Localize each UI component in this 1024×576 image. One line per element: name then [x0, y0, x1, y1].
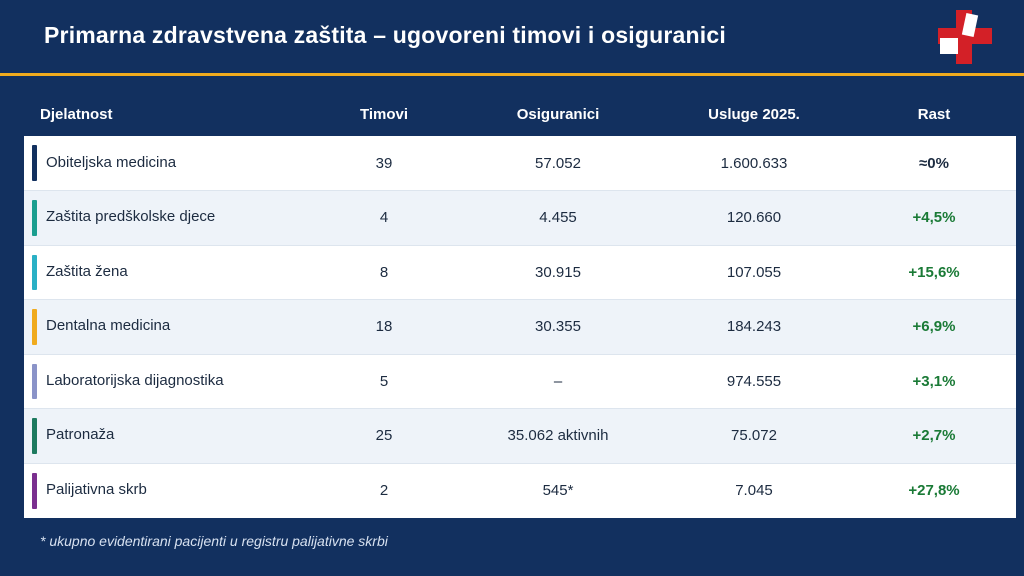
- row-growth: ≈0%: [852, 136, 1016, 191]
- row-label-cell: [24, 463, 308, 518]
- row-growth: +2,7%: [852, 409, 1016, 464]
- row-accent-bar: [32, 145, 37, 181]
- row-teams: 8: [308, 245, 460, 300]
- medical-cross-logo-icon: [934, 8, 996, 66]
- row-services: 107.055: [656, 245, 852, 300]
- row-teams: 2: [379, 482, 389, 499]
- footnote: * ukupno evidentirani pacijenti u registru palijativne skrbi: [40, 533, 388, 549]
- row-insured: –: [460, 354, 656, 409]
- row-accent-bar: [32, 418, 37, 454]
- row-insured: 4.455: [460, 191, 656, 246]
- column-header-djelatnost: Djelatnost: [24, 92, 308, 136]
- table-row: [24, 409, 1016, 464]
- row-label: Obiteljska medicina: [46, 153, 177, 171]
- row-growth: +15,6%: [852, 245, 1016, 300]
- column-header-usluge: Usluge 2025.: [656, 92, 852, 136]
- row-accent-bar: [32, 309, 37, 345]
- column-header-timovi: Timovi: [308, 92, 460, 136]
- row-growth: +27,8%: [908, 482, 960, 499]
- row-label-cell: [24, 245, 308, 300]
- row-insured: 57.052: [460, 136, 656, 191]
- row-label-cell: [24, 191, 308, 246]
- row-label: Palijativna skrb: [46, 481, 147, 499]
- table-row: [24, 300, 1016, 355]
- row-label-cell: [24, 354, 308, 409]
- row-label: Dentalna medicina: [46, 317, 171, 335]
- data-table-card: [24, 92, 1000, 517]
- row-teams: 25: [308, 409, 460, 464]
- row-insured: 35.062 aktivnih: [460, 409, 656, 464]
- primary-care-table: [24, 92, 1016, 518]
- table-row: [24, 463, 1016, 518]
- table-header: [24, 92, 1016, 136]
- row-teams: 4: [308, 191, 460, 246]
- row-accent-bar: [32, 200, 37, 236]
- table-body: [24, 136, 1016, 518]
- column-header-osiguranici: Osiguranici: [460, 92, 656, 136]
- row-label: Zaštita predškolske djece: [46, 208, 216, 226]
- row-services: 120.660: [656, 191, 852, 246]
- row-accent-bar: [32, 473, 37, 509]
- row-growth: +3,1%: [852, 354, 1016, 409]
- row-teams: 18: [308, 300, 460, 355]
- row-services: 184.243: [656, 300, 852, 355]
- row-label: Patronaža: [46, 426, 115, 444]
- table-row: [24, 191, 1016, 246]
- slide-header: [0, 0, 1024, 76]
- table-row: [24, 354, 1016, 409]
- row-insured: 30.355: [460, 300, 656, 355]
- row-services: 75.072: [656, 409, 852, 464]
- row-teams: 5: [308, 354, 460, 409]
- row-growth: +4,5%: [852, 191, 1016, 246]
- row-growth: +6,9%: [852, 300, 1016, 355]
- row-services: 974.555: [656, 354, 852, 409]
- row-insured: 545*: [542, 482, 574, 499]
- row-accent-bar: [32, 255, 37, 291]
- row-services: 7.045: [735, 482, 773, 499]
- page-title: Primarna zdravstvena zaštita – ugovoreni timovi i osiguranici: [44, 22, 726, 48]
- row-accent-bar: [32, 364, 37, 400]
- table-row: [24, 136, 1016, 191]
- row-label: Zaštita žena: [46, 262, 128, 280]
- row-insured: 30.915: [460, 245, 656, 300]
- row-label-cell: [24, 136, 308, 191]
- table-header-row: [24, 92, 1016, 136]
- row-teams: 39: [308, 136, 460, 191]
- row-label-cell: [24, 409, 308, 464]
- row-label-cell: [24, 300, 308, 355]
- row-label: Laboratorijska dijagnostika: [46, 371, 224, 389]
- table-row: [24, 245, 1016, 300]
- row-services: 1.600.633: [656, 136, 852, 191]
- column-header-rast: Rast: [852, 92, 1016, 136]
